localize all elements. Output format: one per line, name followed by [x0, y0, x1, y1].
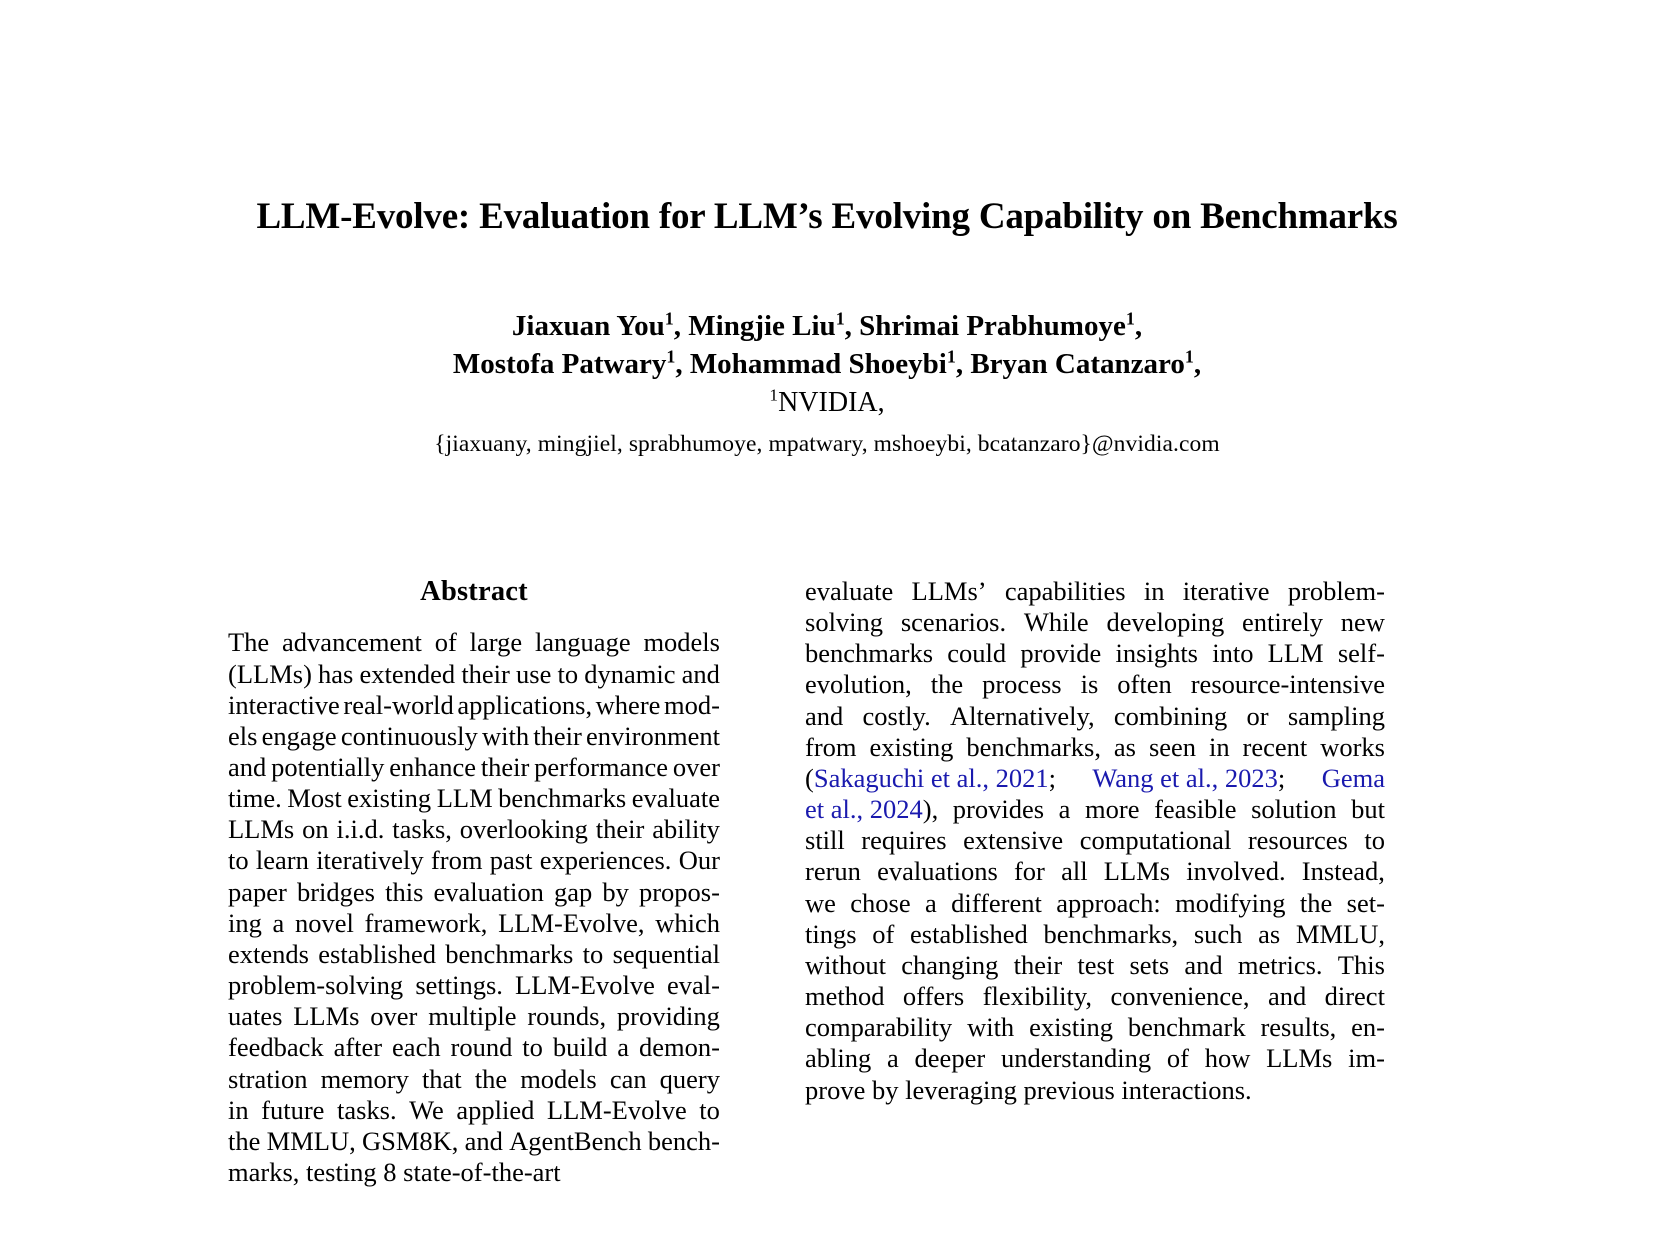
affiliation-name: NVIDIA,	[778, 387, 885, 418]
text-line: comparability with existing benchmark results, en-	[805, 1012, 1385, 1043]
text-line: from existing benchmarks, as seen in recent works	[805, 731, 1385, 762]
citation-link-gema[interactable]: Gema	[1321, 762, 1385, 793]
text-line: ing a novel framework, LLM-Evolve, which	[228, 907, 720, 938]
citation-link-wang[interactable]: Wang et al., 2023	[1092, 762, 1278, 793]
citation-link-gema-cont[interactable]: et al., 2024	[805, 794, 923, 825]
text-line: LLMs on i.i.d. tasks, overlooking their ability	[228, 814, 720, 845]
text-line: (LLMs) has extended their use to dynamic and	[228, 658, 720, 689]
author-name-jiaxuan-you: Jiaxuan You	[511, 310, 665, 342]
text-line: in future tasks. We applied LLM-Evolve to	[228, 1094, 720, 1125]
author-block	[0, 308, 1654, 422]
author-name-mingjie-liu: Mingjie Liu	[688, 310, 836, 342]
text-line: benchmarks could provide insights into LLM self-	[805, 638, 1385, 669]
author-name-shrimai-prabhumoye: Shrimai Prabhumoye	[859, 310, 1126, 342]
affiliation-marker: 1	[1184, 345, 1194, 366]
introduction-column	[805, 576, 1385, 1241]
text-line: uates LLMs over multiple rounds, providing	[228, 1001, 720, 1032]
affiliation-line	[0, 384, 1654, 422]
text-line: extends established benchmarks to sequential	[228, 938, 720, 969]
author-separator: ,	[955, 347, 971, 380]
author-line-2	[0, 346, 1654, 384]
affiliation-marker: 1	[664, 308, 674, 329]
affiliation-marker: 1	[946, 345, 956, 366]
text-line: time. Most existing LLM benchmarks evaluate	[228, 783, 720, 814]
abstract-column	[228, 576, 720, 1241]
citation-link-sakaguchi[interactable]: Sakaguchi et al., 2021	[813, 762, 1049, 793]
text-line: evaluate LLMs’ capabilities in iterative problem-	[805, 576, 1385, 606]
text-line: and potentially enhance their performance over	[228, 751, 720, 782]
author-separator: ,	[675, 347, 690, 380]
author-separator: ,	[673, 310, 689, 342]
affiliation-marker: 1	[666, 345, 676, 366]
text-line: rerun evaluations for all LLMs involved. Instead,	[805, 856, 1385, 887]
text-line: tings of established benchmarks, such as MMLU,	[805, 918, 1385, 949]
text-line: the MMLU, GSM8K, and AgentBench bench-	[228, 1125, 720, 1156]
text-line: els engage continuously with their environment	[228, 720, 720, 751]
text-line: The advancement of large language models	[228, 627, 720, 658]
text-line: solving scenarios. While developing entirely new	[805, 607, 1385, 638]
text-line: abling a deeper understanding of how LLMs im-	[805, 1043, 1385, 1074]
text-line: problem-solving settings. LLM-Evolve eval-	[228, 970, 720, 1001]
author-line-1	[0, 308, 1654, 346]
abstract-body	[228, 627, 720, 1188]
page-title: LLM-Evolve: Evaluation for LLM’s Evolving Capability on Benchmarks	[256, 196, 1398, 237]
body-columns	[0, 576, 1654, 1241]
text-line: to learn iteratively from past experiences. Our	[228, 845, 720, 876]
affiliation-marker: 1	[769, 385, 779, 405]
author-emails: {jiaxuany, mingjiel, sprabhumoye, mpatwary, mshoeybi, bcatanzaro}@nvidia.com	[434, 431, 1220, 457]
text-line-with-citations: et al., 2024), provides a more feasible solution but	[805, 794, 1385, 825]
text-line: feedback after each round to build a demon-	[228, 1032, 720, 1063]
text-line: and costly. Alternatively, combining or sampling	[805, 700, 1385, 731]
affiliation-marker: 1	[1125, 308, 1135, 329]
author-name-mostofa-patwary: Mostofa Patwary	[452, 347, 667, 380]
text-line-with-citations: (Sakaguchi et al., 2021; Wang et al., 2023; Gema	[805, 762, 1385, 793]
author-name-bryan-catanzaro: Bryan Catanzaro	[970, 347, 1185, 380]
text-line: we chose a different approach: modifying the set-	[805, 887, 1385, 918]
author-separator: ,	[1134, 310, 1143, 342]
affiliation-marker: 1	[835, 308, 845, 329]
text-line: paper bridges this evaluation gap by propos-	[228, 876, 720, 907]
author-separator: ,	[844, 310, 860, 342]
text-line: method offers flexibility, convenience, and direct	[805, 981, 1385, 1012]
title-block	[0, 196, 1654, 239]
author-separator: ,	[1193, 347, 1202, 380]
text-line: evolution, the process is often resource-intensive	[805, 669, 1385, 700]
text-line: prove by leveraging previous interactions.	[805, 1074, 1252, 1105]
introduction-body	[805, 576, 1385, 1106]
text-line: marks, testing 8 state-of-the-art	[228, 1157, 561, 1187]
abstract-heading: Abstract	[420, 576, 528, 607]
text-line: stration memory that the models can query	[228, 1063, 720, 1094]
author-name-mohammad-shoeybi: Mohammad Shoeybi	[689, 347, 947, 380]
text-line: without changing their test sets and metrics. This	[805, 949, 1385, 980]
text-line: interactive real-world applications, where mod-	[228, 689, 720, 720]
text-line: still requires extensive computational resources to	[805, 825, 1385, 856]
